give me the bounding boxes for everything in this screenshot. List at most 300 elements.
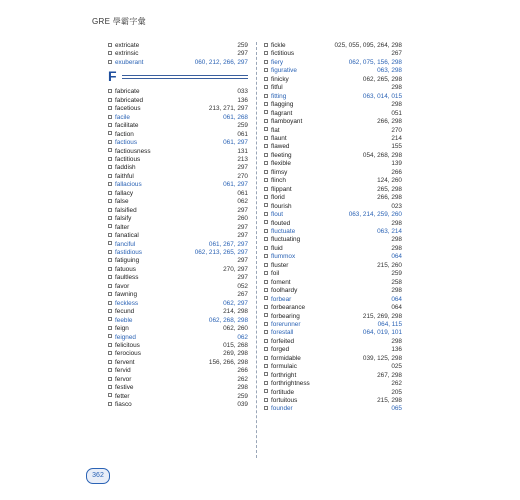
- word-text: faithful: [115, 172, 134, 180]
- checkbox-icon: [108, 351, 112, 355]
- page-references: 064, 019, 101: [362, 329, 402, 337]
- checkbox-icon: [264, 347, 268, 351]
- word-entry: [108, 88, 248, 96]
- page-references: 061: [237, 189, 248, 197]
- page-references: 259: [237, 392, 248, 400]
- word-entry: [264, 296, 402, 304]
- checkbox-icon: [108, 250, 112, 254]
- page-references: 063, 014, 015: [362, 92, 402, 100]
- word-entry: [264, 59, 402, 67]
- word-entry: [264, 220, 402, 228]
- checkbox-icon: [264, 195, 268, 199]
- word-text: flinch: [271, 177, 286, 185]
- word-entry: [264, 194, 402, 202]
- word-text: forfeited: [271, 337, 295, 345]
- page-references: 270: [391, 126, 402, 134]
- checkbox-icon: [108, 275, 112, 279]
- word-text: facilitate: [115, 122, 139, 130]
- word-entry: [108, 148, 248, 156]
- word-entry: [108, 139, 248, 147]
- word-entry: [108, 350, 248, 358]
- checkbox-icon: [108, 258, 112, 262]
- word-text: falsified: [115, 206, 137, 214]
- word-entry: [264, 389, 402, 397]
- page-references: 062, 213, 265, 297: [194, 248, 248, 256]
- checkbox-icon: [264, 381, 268, 385]
- word-entry: [108, 367, 248, 375]
- left-column-list: [108, 88, 248, 409]
- checkbox-icon: [108, 208, 112, 212]
- word-entry: [264, 169, 402, 177]
- checkbox-icon: [264, 220, 268, 224]
- word-entry: [264, 236, 402, 244]
- page-references: 266, 298: [377, 194, 402, 202]
- page-references: 062, 297: [223, 299, 248, 307]
- left-column: [108, 42, 248, 410]
- column-divider: [256, 42, 257, 458]
- word-text: fawning: [115, 291, 138, 299]
- page-references: 065: [391, 405, 402, 413]
- word-entry: [108, 300, 248, 308]
- word-entry: [108, 376, 248, 384]
- word-entry: [108, 283, 248, 291]
- word-text: fastidious: [115, 248, 142, 256]
- checkbox-icon: [108, 140, 112, 144]
- page-references: 061, 268: [223, 113, 248, 121]
- page-references: 265, 298: [377, 185, 402, 193]
- section-rule-bottom: [122, 78, 248, 79]
- page-references: 214: [391, 134, 402, 142]
- page-references: 062, 260: [223, 325, 248, 333]
- page-references: 298: [391, 84, 402, 92]
- word-entry: [108, 384, 248, 392]
- page-references: 258: [391, 278, 402, 286]
- page-references: 051: [391, 109, 402, 117]
- page-references: 269, 298: [223, 350, 248, 358]
- page-references: 136: [237, 96, 248, 104]
- page-references: 156, 266, 298: [208, 358, 248, 366]
- checkbox-icon: [264, 339, 268, 343]
- checkbox-icon: [264, 305, 268, 309]
- checkbox-icon: [108, 191, 112, 195]
- word-entry: [108, 97, 248, 105]
- page-references: 139: [391, 160, 402, 168]
- word-text: feigned: [115, 333, 136, 341]
- checkbox-icon: [264, 161, 268, 165]
- word-text: flawed: [271, 143, 290, 151]
- page-references: 262: [237, 375, 248, 383]
- word-text: forthright: [271, 371, 297, 379]
- checkbox-icon: [264, 51, 268, 55]
- word-text: flagging: [271, 101, 294, 109]
- page-references: 054, 268, 298: [362, 151, 402, 159]
- page-references: 064, 115: [377, 320, 402, 328]
- page-references: 062, 075, 156, 298: [348, 58, 402, 66]
- page-references: 259: [237, 122, 248, 130]
- word-text: falter: [115, 223, 130, 231]
- word-entry: [264, 203, 402, 211]
- word-entry: [108, 190, 248, 198]
- word-entry: [108, 274, 248, 282]
- word-text: founder: [271, 405, 293, 413]
- word-text: forestall: [271, 329, 294, 337]
- page-header-title: GRE 學霸字彙: [92, 17, 146, 26]
- word-text: factitious: [115, 155, 141, 163]
- word-text: faddish: [115, 164, 136, 172]
- page-references: 062, 265, 298: [362, 75, 402, 83]
- word-entry: [108, 198, 248, 206]
- word-text: extrinsic: [115, 50, 139, 58]
- word-entry: [264, 346, 402, 354]
- word-text: factiousness: [115, 147, 151, 155]
- word-text: forbear: [271, 295, 292, 303]
- section-letter: F: [108, 68, 117, 85]
- word-text: fiasco: [115, 401, 132, 409]
- word-text: foment: [271, 278, 291, 286]
- page-references: 063, 214: [377, 227, 402, 235]
- word-text: fiery: [271, 58, 284, 66]
- word-text: fortitude: [271, 388, 295, 396]
- page-references: 063, 214, 259, 260: [348, 211, 402, 219]
- word-text: fecund: [115, 308, 135, 316]
- checkbox-icon: [264, 229, 268, 233]
- word-text: false: [115, 198, 129, 206]
- checkbox-icon: [264, 364, 268, 368]
- page-references: 205: [391, 388, 402, 396]
- left-column-top-list: [108, 42, 248, 67]
- word-text: fanatical: [115, 232, 139, 240]
- word-entry: [264, 355, 402, 363]
- page-references: 298: [391, 337, 402, 345]
- checkbox-icon: [264, 153, 268, 157]
- page-references: 124, 260: [377, 177, 402, 185]
- checkbox-icon: [264, 372, 268, 376]
- checkbox-icon: [264, 60, 268, 64]
- word-entry: [264, 76, 402, 84]
- word-entry: [264, 253, 402, 261]
- word-text: flippant: [271, 185, 292, 193]
- word-entry: [264, 50, 402, 58]
- word-entry: [264, 228, 402, 236]
- checkbox-icon: [108, 284, 112, 288]
- word-entry: [108, 401, 248, 409]
- word-text: fitful: [271, 84, 283, 92]
- word-entry: [108, 232, 248, 240]
- word-entry: [108, 257, 248, 265]
- checkbox-icon: [264, 322, 268, 326]
- checkbox-icon: [108, 343, 112, 347]
- word-entry: [108, 131, 248, 139]
- word-entry: [264, 397, 402, 405]
- checkbox-icon: [108, 60, 112, 64]
- checkbox-icon: [108, 199, 112, 203]
- word-entry: [264, 279, 402, 287]
- page-references: 064: [391, 304, 402, 312]
- checkbox-icon: [108, 360, 112, 364]
- word-text: fluctuate: [271, 227, 296, 235]
- page-references: 266: [391, 168, 402, 176]
- word-entry: [264, 143, 402, 151]
- checkbox-icon: [108, 377, 112, 381]
- word-text: feeble: [115, 316, 133, 324]
- checkbox-icon: [108, 174, 112, 178]
- checkbox-icon: [108, 165, 112, 169]
- word-text: florid: [271, 194, 285, 202]
- word-entry: [264, 245, 402, 253]
- checkbox-icon: [108, 157, 112, 161]
- checkbox-icon: [108, 98, 112, 102]
- page-references: 267: [391, 50, 402, 58]
- word-text: extricate: [115, 42, 140, 49]
- word-entry: [264, 84, 402, 92]
- checkbox-icon: [108, 393, 112, 397]
- page-references: 297: [237, 274, 248, 282]
- word-entry: [108, 207, 248, 215]
- word-text: fluid: [271, 244, 283, 252]
- word-entry: [108, 224, 248, 232]
- word-entry: [264, 338, 402, 346]
- word-entry: [108, 50, 248, 58]
- word-text: felicitous: [115, 341, 140, 349]
- word-entry: [264, 321, 402, 329]
- word-text: falsify: [115, 215, 132, 223]
- checkbox-icon: [264, 110, 268, 114]
- word-text: flout: [271, 211, 284, 219]
- word-text: foolhardy: [271, 287, 298, 295]
- checkbox-icon: [108, 43, 112, 47]
- word-text: figurative: [271, 67, 297, 75]
- checkbox-icon: [108, 301, 112, 305]
- page-references: 259: [391, 270, 402, 278]
- checkbox-icon: [264, 406, 268, 410]
- page-references: 136: [391, 346, 402, 354]
- word-entry: [108, 164, 248, 172]
- word-text: flouted: [271, 219, 291, 227]
- word-entry: [264, 177, 402, 185]
- word-entry: [108, 317, 248, 325]
- word-entry: [264, 405, 402, 413]
- checkbox-icon: [264, 144, 268, 148]
- word-entry: [108, 215, 248, 223]
- checkbox-icon: [108, 317, 112, 321]
- word-entry: [108, 249, 248, 257]
- word-entry: [108, 334, 248, 342]
- word-entry: [264, 93, 402, 101]
- page-references: 270: [237, 172, 248, 180]
- page-references: 061, 297: [223, 139, 248, 147]
- word-text: fortuitous: [271, 397, 298, 405]
- checkbox-icon: [264, 203, 268, 207]
- checkbox-icon: [264, 330, 268, 334]
- page-references: 061: [237, 130, 248, 138]
- page-number-badge: 362: [86, 468, 110, 484]
- checkbox-icon: [108, 292, 112, 296]
- word-text: fetter: [115, 392, 130, 400]
- checkbox-icon: [264, 296, 268, 300]
- page-references: 213: [237, 155, 248, 163]
- checkbox-icon: [264, 127, 268, 131]
- page-references: 215, 298: [377, 397, 402, 405]
- page-references: 266, 298: [377, 118, 402, 126]
- word-text: fleeting: [271, 151, 292, 159]
- checkbox-icon: [108, 309, 112, 313]
- checkbox-icon: [264, 356, 268, 360]
- word-entry: [264, 42, 402, 50]
- page-references: 039, 125, 298: [362, 354, 402, 362]
- word-entry: [264, 372, 402, 380]
- word-entry: [264, 380, 402, 388]
- checkbox-icon: [108, 233, 112, 237]
- word-entry: [108, 359, 248, 367]
- checkbox-icon: [108, 123, 112, 127]
- word-text: fallacy: [115, 189, 134, 197]
- checkbox-icon: [264, 94, 268, 98]
- page-references: 064: [391, 295, 402, 303]
- page-references: 262: [391, 380, 402, 388]
- word-text: faction: [115, 130, 134, 138]
- word-text: forbearance: [271, 304, 306, 312]
- word-text: fervid: [115, 367, 131, 375]
- checkbox-icon: [264, 170, 268, 174]
- page-references: 061, 297: [223, 181, 248, 189]
- page-references: 061, 267, 297: [208, 240, 248, 248]
- checkbox-icon: [264, 254, 268, 258]
- word-entry: [108, 42, 248, 50]
- word-entry: [108, 114, 248, 122]
- page-references: 155: [391, 143, 402, 151]
- word-entry: [108, 308, 248, 316]
- word-text: fitting: [271, 92, 287, 100]
- word-text: forerunner: [271, 320, 301, 328]
- page-references: 298: [391, 219, 402, 227]
- word-text: fervent: [115, 358, 135, 366]
- page-references: 267: [237, 291, 248, 299]
- page-references: 215, 260: [377, 261, 402, 269]
- page-references: 297: [237, 257, 248, 265]
- page-references: 297: [237, 223, 248, 231]
- word-entry: [108, 156, 248, 164]
- checkbox-icon: [264, 313, 268, 317]
- word-text: fluster: [271, 261, 289, 269]
- checkbox-icon: [264, 288, 268, 292]
- word-text: flamboyant: [271, 118, 303, 126]
- page-references: 270, 297: [223, 265, 248, 273]
- word-text: fatiguing: [115, 257, 140, 265]
- checkbox-icon: [108, 334, 112, 338]
- word-text: fatuous: [115, 265, 136, 273]
- word-entry: [264, 110, 402, 118]
- checkbox-icon: [264, 77, 268, 81]
- right-column-list: [264, 42, 402, 414]
- word-text: flexible: [271, 160, 291, 168]
- word-text: flourish: [271, 202, 292, 210]
- page-references: 213, 271, 297: [208, 105, 248, 113]
- page-references: 131: [237, 147, 248, 155]
- word-entry: [108, 173, 248, 181]
- checkbox-icon: [264, 43, 268, 47]
- word-text: fabricate: [115, 88, 140, 96]
- word-text: fervor: [115, 375, 132, 383]
- word-text: facile: [115, 113, 130, 121]
- page-references: 297: [237, 50, 248, 58]
- page-references: 215, 269, 298: [362, 312, 402, 320]
- word-text: foil: [271, 270, 280, 278]
- word-entry: [264, 363, 402, 371]
- word-text: forbearing: [271, 312, 300, 320]
- checkbox-icon: [264, 271, 268, 275]
- checkbox-icon: [108, 402, 112, 406]
- checkbox-icon: [108, 368, 112, 372]
- checkbox-icon: [264, 280, 268, 284]
- page-references: 297: [237, 164, 248, 172]
- word-entry: [108, 59, 248, 67]
- word-text: festive: [115, 384, 134, 392]
- word-text: formulaic: [271, 363, 297, 371]
- word-entry: [264, 211, 402, 219]
- word-text: fickle: [271, 42, 286, 49]
- page-references: 063, 298: [377, 67, 402, 75]
- page-references: 259: [237, 42, 248, 49]
- page-references: 015, 268: [223, 341, 248, 349]
- word-entry: [264, 152, 402, 160]
- page-references: 298: [391, 287, 402, 295]
- page-references: 214, 298: [223, 308, 248, 316]
- word-text: fallacious: [115, 181, 142, 189]
- word-entry: [264, 270, 402, 278]
- word-entry: [108, 181, 248, 189]
- word-text: feign: [115, 325, 129, 333]
- word-text: ferocious: [115, 350, 141, 358]
- page-references: 298: [391, 244, 402, 252]
- word-text: faultless: [115, 274, 139, 282]
- page-references: 060, 212, 266, 297: [194, 58, 248, 66]
- word-text: flaunt: [271, 134, 287, 142]
- right-column: [264, 42, 402, 414]
- word-text: feckless: [115, 299, 139, 307]
- checkbox-icon: [264, 68, 268, 72]
- checkbox-icon: [264, 119, 268, 123]
- page-references: 025: [391, 363, 402, 371]
- word-text: fanciful: [115, 240, 136, 248]
- checkbox-icon: [108, 241, 112, 245]
- word-entry: [264, 262, 402, 270]
- page-references: 025, 055, 095, 264, 298: [334, 42, 402, 49]
- word-entry: [264, 186, 402, 194]
- word-text: fluctuating: [271, 236, 301, 244]
- word-entry: [108, 266, 248, 274]
- checkbox-icon: [108, 89, 112, 93]
- page-references: 266: [237, 367, 248, 375]
- page-references: 033: [237, 88, 248, 96]
- word-text: formidable: [271, 354, 301, 362]
- checkbox-icon: [264, 187, 268, 191]
- word-text: flimsy: [271, 168, 288, 176]
- word-entry: [108, 325, 248, 333]
- checkbox-icon: [108, 326, 112, 330]
- checkbox-icon: [108, 385, 112, 389]
- page-references: 298: [391, 236, 402, 244]
- checkbox-icon: [108, 224, 112, 228]
- word-text: flummox: [271, 253, 296, 261]
- word-text: favor: [115, 282, 130, 290]
- page-references: 062, 268, 298: [208, 316, 248, 324]
- checkbox-icon: [264, 263, 268, 267]
- checkbox-icon: [264, 246, 268, 250]
- word-entry: [108, 122, 248, 130]
- section-rule-top: [122, 75, 248, 76]
- word-entry: [264, 313, 402, 321]
- word-entry: [264, 287, 402, 295]
